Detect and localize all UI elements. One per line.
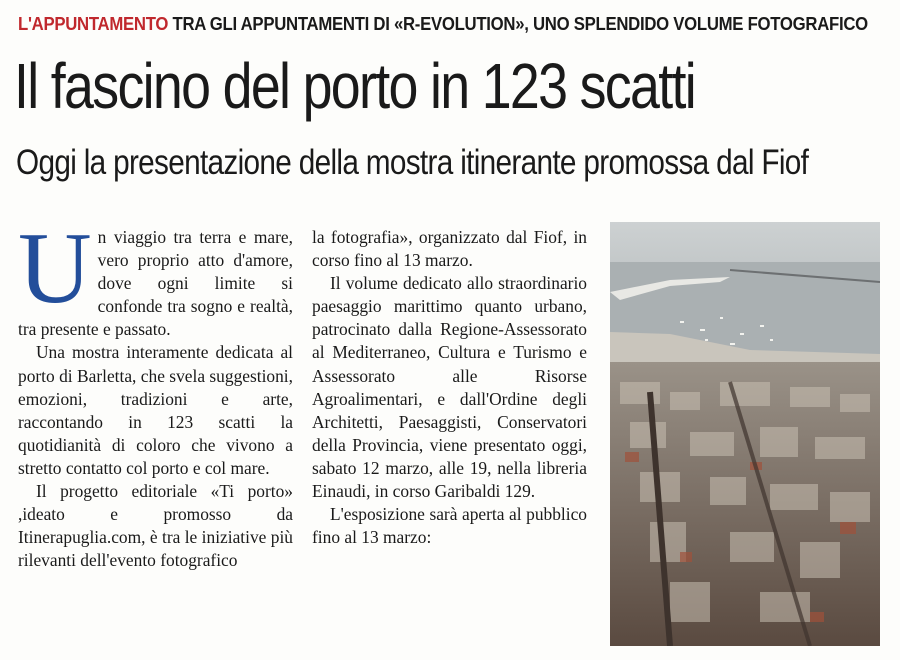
paragraph-3: Il progetto editoriale «Ti porto» ,ideato e promosso da Itinerapuglia.com, è tra le iniziative più rilevanti dell'evento fotografico [18, 481, 293, 571]
article-column-1 [18, 212, 293, 572]
paragraph-1-text: n viaggio tra terra e mare, vero proprio atto d'amore, dove ogni limite si confonde tra sogno e realtà, tra presente e passato. [18, 227, 293, 340]
article-column-2 [312, 226, 587, 549]
drop-cap: U [18, 212, 92, 325]
paragraph-2: Una mostra interamente dedicata al porto di Barletta, che svela suggestioni, emozioni, tradizioni e arte, raccontando in 123 scatti la quotidianità di coloro che vivono a stretto contatto col porto e col mare. [18, 342, 293, 478]
aerial-port-photo [610, 222, 880, 646]
kicker-text: TRA GLI APPUNTAMENTI DI «R-EVOLUTION», UNO SPLENDIDO VOLUME FOTOGRAFICO [168, 14, 868, 34]
paragraph-1 [18, 212, 293, 341]
paragraph-5: Il volume dedicato allo straordinario paesaggio marittimo quanto urbano, patrocinato dalla Regione-Assessorato al Mediterraneo, Cultura e Turismo e Assessorato alle Risorse Agroalimentari, e dall'Ordine degli Architetti, Paesaggisti, Conservatori della Provincia, viene presentato oggi, sabato 12 marzo, alle 19, nella libreria Einaudi, in corso Garibaldi 129. [312, 273, 587, 502]
headline: Il fascino del porto in 123 scatti [14, 50, 696, 122]
paragraph-4: la fotografia», organizzato dal Fiof, in corso fino al 13 marzo. [312, 227, 587, 271]
kicker-line [18, 14, 868, 35]
kicker-label: L'APPUNTAMENTO [18, 14, 169, 34]
subheadline: Oggi la presentazione della mostra itinerante promossa dal Fiof [16, 143, 809, 182]
photo-illustration [610, 222, 880, 646]
paragraph-6: L'esposizione sarà aperta al pubblico fino al 13 marzo: [312, 504, 587, 548]
